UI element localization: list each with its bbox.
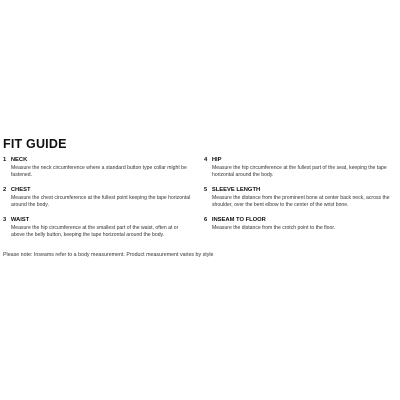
fit-item-chest (3, 187, 193, 209)
item-number: 4 (204, 157, 208, 163)
item-number: 3 (3, 217, 7, 223)
fit-item-waist (3, 217, 193, 239)
item-heading (204, 157, 398, 164)
item-description: Measure the distance from the crotch point to the floor. (212, 225, 336, 231)
item-name: SLEEVE LENGTH (211, 187, 261, 193)
item-description: Measure the neck circumference where a standard button type collar might be fastened. (11, 165, 187, 179)
item-number: 5 (204, 187, 208, 193)
fit-item-inseam-to-floor (204, 217, 398, 232)
item-description: Measure the hip circumference at the smallest part of the waist, often at or above the belly button, keeping the tape horizontal around the body. (11, 225, 179, 239)
item-name: INSEAM TO FLOOR (211, 217, 266, 223)
item-heading (3, 157, 193, 164)
footnote: Please note: Inseams refer to a body measurement. Product measurement varies by style (3, 252, 214, 258)
page-title: FIT GUIDE (3, 137, 67, 151)
item-name: CHEST (10, 187, 31, 193)
item-heading (3, 217, 193, 224)
item-description: Measure the distance from the prominent bone at center back neck, across the shoulder, over the bent elbow to the center of the wrist bone. (212, 195, 390, 209)
item-number: 1 (3, 157, 7, 163)
item-heading (204, 217, 398, 224)
item-description: Measure the chest circumference at the fullest point keeping the tape horizontal around the body. (11, 195, 191, 209)
item-name: WAIST (10, 217, 30, 223)
item-name: NECK (10, 157, 28, 163)
item-name: HIP (211, 157, 222, 163)
item-heading (204, 187, 398, 194)
item-heading (3, 187, 193, 194)
item-number: 6 (204, 217, 208, 223)
fit-item-hip (204, 157, 398, 179)
fit-item-sleeve-length (204, 187, 398, 209)
item-number: 2 (3, 187, 7, 193)
fit-item-neck (3, 157, 193, 179)
item-description: Measure the hip circumference at the fullest part of the seat, keeping the tape horizontal around the body. (212, 165, 387, 179)
